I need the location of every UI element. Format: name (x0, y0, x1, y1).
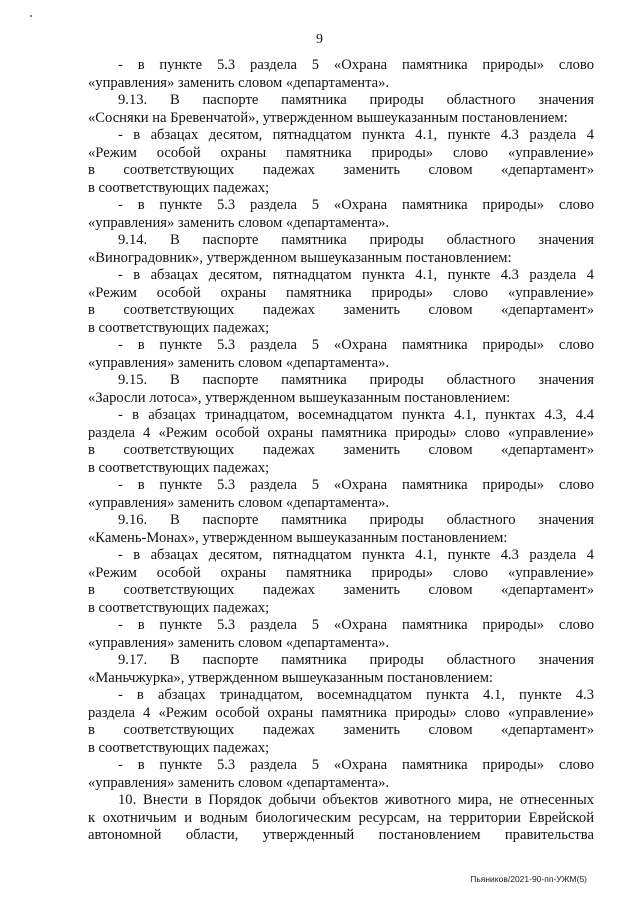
text-line: «управления» заменить словом «департамента». (88, 634, 390, 651)
text-line: «управления» заменить словом «департамента». (88, 74, 390, 91)
text-line: в соответствующих падежах заменить словом «департамент» (88, 442, 594, 458)
text-line: «Виноградовник», утвержденном вышеуказанным постановлением: (88, 249, 512, 266)
text-line: «Сосняки на Бревенчатой», утвержденном вышеуказанным постановлением: (88, 109, 568, 126)
text-line: - в пункте 5.3 раздела 5 «Охрана памятника природы» слово (118, 57, 594, 73)
text-line: автономной области, утвержденный постановлением правительства (88, 827, 594, 843)
text-line: - в пункте 5.3 раздела 5 «Охрана памятника природы» слово (118, 477, 594, 493)
text-line: «управления» заменить словом «департамента». (88, 354, 390, 371)
text-line: - в абзацах десятом, пятнадцатом пункта 4.1, пункте 4.3 раздела 4 (118, 127, 594, 143)
text-line: «управления» заменить словом «департамента». (88, 214, 390, 231)
text-line: «Маньчжурка», утвержденном вышеуказанным постановлением: (88, 669, 493, 686)
text-line: в соответствующих падежах заменить словом «департамент» (88, 582, 594, 598)
text-line: - в пункте 5.3 раздела 5 «Охрана памятника природы» слово (118, 617, 594, 633)
text-line: - в абзацах тринадцатом, восемнадцатом пункта 4.1, пункте 4.3 (118, 687, 594, 703)
text-line: в соответствующих падежах; (88, 319, 270, 336)
text-line: «Режим особой охраны памятника природы» слово «управление» (88, 284, 594, 301)
text-line: «Заросли лотоса», утвержденном вышеуказанным постановлением: (88, 389, 511, 406)
text-line: «управления» заменить словом «департамента». (88, 494, 390, 511)
text-line: в соответствующих падежах; (88, 459, 270, 476)
text-line: в соответствующих падежах заменить словом «департамент» (88, 162, 594, 178)
text-line: - в пункте 5.3 раздела 5 «Охрана памятника природы» слово (118, 757, 594, 773)
text-line: 10. Внести в Порядок добычи объектов животного мира, не отнесенных (118, 792, 594, 808)
text-line: в соответствующих падежах заменить словом «департамент» (88, 302, 594, 318)
text-line: «Камень-Монах», утвержденном вышеуказанным постановлением: (88, 529, 508, 546)
text-line: к охотничьим и водным биологическим ресурсам, на территории Еврейской (88, 809, 594, 826)
text-line: 9.14. В паспорте памятника природы областного значения (118, 232, 594, 248)
text-line: 9.16. В паспорте памятника природы областного значения (118, 512, 594, 528)
text-line: «управления» заменить словом «департамента». (88, 774, 390, 791)
text-line: 9.17. В паспорте памятника природы областного значения (118, 652, 594, 668)
footer-code: Пьяников/2021-90-пп-УЖМ(5) (470, 874, 587, 884)
text-line: «Режим особой охраны памятника природы» слово «управление» (88, 144, 594, 161)
text-line: «Режим особой охраны памятника природы» слово «управление» (88, 564, 594, 581)
page-number: 9 (316, 32, 323, 47)
text-line: в соответствующих падежах; (88, 739, 270, 756)
text-line: - в пункте 5.3 раздела 5 «Охрана памятника природы» слово (118, 197, 594, 213)
text-line: раздела 4 «Режим особой охраны памятника природы» слово «управление» (88, 704, 594, 721)
text-line: в соответствующих падежах; (88, 179, 270, 196)
document-body (88, 57, 594, 845)
page-speck (30, 15, 32, 17)
text-line: в соответствующих падежах заменить словом «департамент» (88, 722, 594, 738)
text-line: 9.15. В паспорте памятника природы областного значения (118, 372, 594, 388)
text-line: в соответствующих падежах; (88, 599, 270, 616)
text-line: - в абзацах десятом, пятнадцатом пункта 4.1, пункте 4.3 раздела 4 (118, 267, 594, 283)
text-line: - в абзацах тринадцатом, восемнадцатом пункта 4.1, пунктах 4.3, 4.4 (118, 407, 594, 423)
text-line: - в абзацах десятом, пятнадцатом пункта 4.1, пункте 4.3 раздела 4 (118, 547, 594, 563)
text-line: раздела 4 «Режим особой охраны памятника природы» слово «управление» (88, 424, 594, 441)
text-line: 9.13. В паспорте памятника природы областного значения (118, 92, 594, 108)
text-line: - в пункте 5.3 раздела 5 «Охрана памятника природы» слово (118, 337, 594, 353)
